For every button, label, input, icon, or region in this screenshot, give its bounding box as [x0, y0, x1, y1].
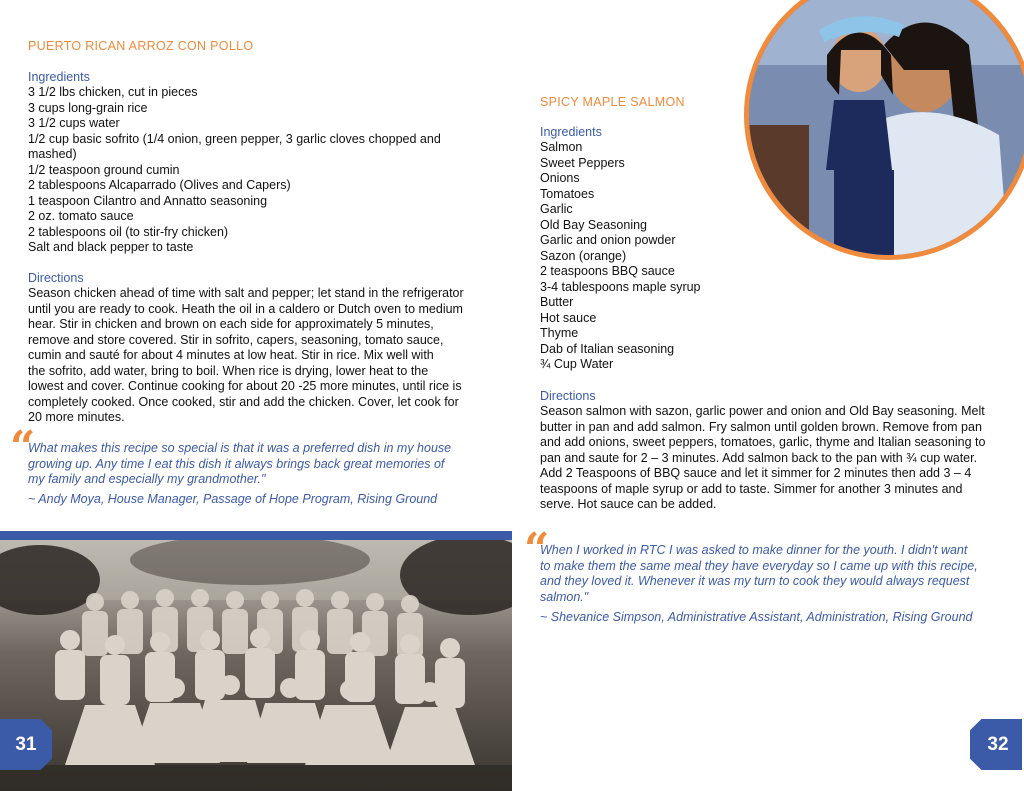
photo-top-band	[0, 531, 512, 540]
ingredient-item: Tomatoes	[540, 186, 595, 201]
ingredients-heading: Ingredients	[28, 70, 90, 84]
recipe-title: PUERTO RICAN ARROZ CON POLLO	[28, 39, 254, 53]
page-number: 32	[987, 734, 1009, 755]
directions-line: pan and saute for 2 – 3 minutes. Add salmon back to the pan with ¾ cup water.	[540, 450, 978, 465]
directions-text	[540, 404, 1000, 513]
ingredient-item: 1/2 cup basic sofrito (1/4 onion, green pepper, 3 garlic cloves chopped and	[28, 131, 441, 146]
ingredient-item: Thyme	[540, 326, 579, 340]
ingredients-heading: Ingredients	[540, 125, 602, 139]
directions-line: serve. Hot sauce can be added.	[540, 497, 717, 511]
quote-mark-icon: “	[524, 524, 550, 575]
right-page	[512, 0, 1024, 791]
quote-line: to make them the same meal they have everyday so I came up with this recipe,	[540, 558, 978, 573]
quote-attribution: ~ Andy Moya, House Manager, Passage of Hope Program, Rising Ground	[28, 492, 438, 506]
quote-text	[28, 441, 468, 488]
directions-line: cumin and sauté for about 4 minutes at low heat. Stir in rice. Mix well with	[28, 348, 434, 362]
ingredient-item: Butter	[540, 295, 574, 309]
quote-text	[540, 543, 1000, 605]
mother-daughter-photo	[749, 0, 1024, 255]
ingredient-item: mashed)	[28, 147, 77, 161]
ingredient-item: 3 1/2 lbs chicken, cut in pieces	[28, 85, 198, 99]
directions-line: completely cooked. Once cooked, stir and add the chicken. Cover, let cook for	[28, 394, 459, 409]
ingredient-item: 3 1/2 cups water	[28, 116, 120, 130]
quote-line: and they loved it. Whenever it was my turn to cook they would always request	[540, 574, 970, 588]
ingredient-item: Sweet Peppers	[540, 155, 625, 170]
ingredient-item: 3-4 tablespoons maple syrup	[540, 279, 701, 294]
directions-line: the sofrito, add water, bring to boil. When rice is drying, lower heat to the	[28, 363, 429, 378]
directions-text	[28, 286, 468, 426]
quote-mark-icon: “	[10, 422, 36, 473]
ingredient-item: Onions	[540, 171, 580, 185]
directions-heading: Directions	[28, 271, 84, 285]
directions-line: until you are ready to cook. Heath the oil in a caldero or Dutch oven to medium	[28, 301, 463, 316]
ingredient-item: 1/2 teaspoon ground cumin	[28, 162, 180, 177]
quote-line: When I worked in RTC I was asked to make dinner for the youth. I didn't want	[540, 543, 968, 557]
ingredients-list	[28, 85, 468, 256]
historic-group-photo	[0, 540, 512, 791]
ingredient-item: 1 teaspoon Cilantro and Annatto seasoning	[28, 193, 268, 208]
quote-line: growing up. Any time I eat this dish it always brings back great memories of	[28, 456, 445, 471]
ingredient-item: ¾ Cup Water	[540, 357, 614, 371]
ingredient-item: Dab of Italian seasoning	[540, 341, 675, 356]
directions-line: Season chicken ahead of time with salt and pepper; let stand in the refrigerator	[28, 286, 464, 300]
ingredient-item: Hot sauce	[540, 310, 597, 325]
portrait-photo-circle	[744, 0, 1024, 260]
ingredients-list	[540, 140, 760, 373]
directions-heading: Directions	[540, 389, 596, 403]
ingredient-item: Garlic and onion powder	[540, 233, 676, 247]
ingredient-item: 2 tablespoons oil (to stir-fry chicken)	[28, 224, 229, 239]
directions-line: Season salmon with sazon, garlic power and onion and Old Bay seasoning. Melt	[540, 404, 985, 418]
ingredient-item: Salmon	[540, 140, 583, 154]
quote-line: salmon."	[540, 589, 589, 604]
ingredient-item: Old Bay Seasoning	[540, 217, 648, 232]
ingredient-item: Garlic	[540, 202, 573, 216]
ingredient-item: 2 tablespoons Alcaparrado (Olives and Capers)	[28, 178, 291, 192]
ingredient-item: 3 cups long-grain rice	[28, 100, 148, 115]
directions-line: lowest and cover. Continue cooking for about 20 -25 more minutes, until rice is	[28, 379, 462, 393]
page-number: 31	[15, 734, 37, 755]
directions-line: hear. Stir in chicken and brown on each side for approximately 5 minutes,	[28, 317, 434, 331]
directions-line: and add onions, sweet peppers, tomatoes, garlic, thyme and Italian seasoning to	[540, 435, 986, 449]
directions-line: remove and store covered. Stir in sofrito, capers, seasoning, tomato sauce,	[28, 332, 444, 347]
ingredient-item: 2 oz. tomato sauce	[28, 209, 134, 223]
ingredient-item: Salt and black pepper to taste	[28, 240, 194, 254]
quote-line: What makes this recipe so special is that it was a preferred dish in my house	[28, 441, 452, 455]
quote-line: my family and especially my grandmother."	[28, 472, 266, 486]
directions-line: 20 more minutes.	[28, 410, 125, 424]
directions-line: butter in pan and add salmon. Fry salmon until golden brown. Remove from pan	[540, 419, 982, 434]
ingredient-item: Sazon (orange)	[540, 248, 627, 263]
recipe-title: SPICY MAPLE SALMON	[540, 95, 685, 109]
group-photo-image	[0, 540, 512, 791]
directions-line: teaspoons of maple syrup or add to taste. Simmer for another 3 minutes and	[540, 481, 963, 496]
directions-line: Add 2 Teaspoons of BBQ sauce and let it simmer for 2 minutes then add 3 – 4	[540, 466, 972, 480]
ingredient-item: 2 teaspoons BBQ sauce	[540, 264, 675, 278]
quote-attribution: ~ Shevanice Simpson, Administrative Assistant, Administration, Rising Ground	[540, 610, 973, 624]
